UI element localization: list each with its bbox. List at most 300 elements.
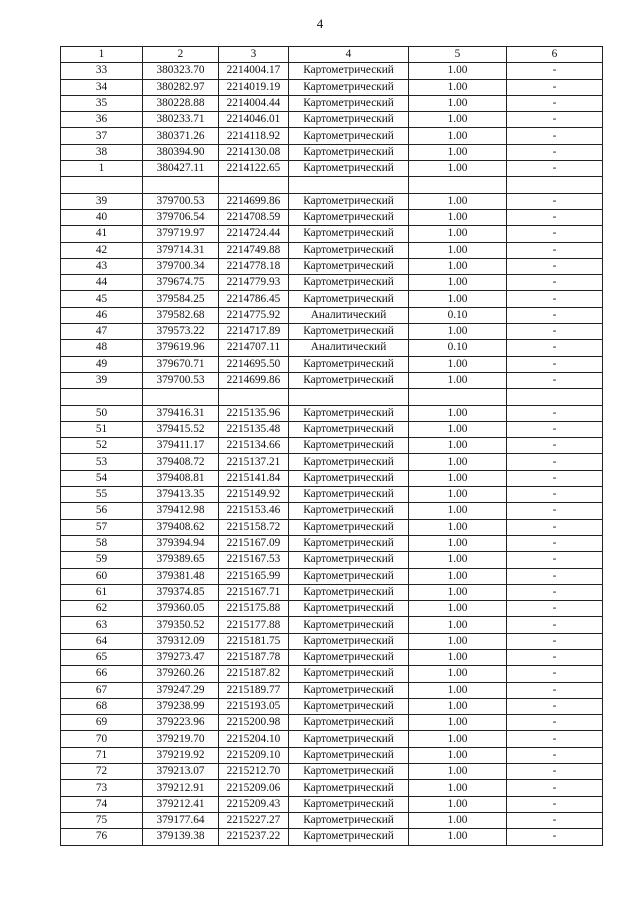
table-cell: 2215193.05: [219, 698, 289, 714]
table-cell: -: [507, 193, 603, 209]
table-cell: 379416.31: [143, 405, 219, 421]
table-cell: -: [507, 649, 603, 665]
table-row: [61, 161, 603, 177]
table-row: [61, 372, 603, 388]
table-row: [61, 258, 603, 274]
table-row: [61, 421, 603, 437]
table-cell: Картометрический: [289, 487, 409, 503]
table-cell: 379213.07: [143, 764, 219, 780]
table-cell: 2215200.98: [219, 715, 289, 731]
table-cell: Картометрический: [289, 372, 409, 388]
table-row: [61, 617, 603, 633]
header-cell: 3: [219, 47, 289, 63]
table-cell: 74: [61, 796, 143, 812]
table-cell: -: [507, 633, 603, 649]
table-cell: 379394.94: [143, 535, 219, 551]
table-cell: 40: [61, 209, 143, 225]
table-cell: Картометрический: [289, 584, 409, 600]
table-cell: 379312.09: [143, 633, 219, 649]
table-cell: [143, 389, 219, 405]
table-cell: Картометрический: [289, 519, 409, 535]
table-cell: 75: [61, 812, 143, 828]
table-cell: -: [507, 764, 603, 780]
table-cell: -: [507, 275, 603, 291]
table-cell: 56: [61, 503, 143, 519]
table-cell: Картометрический: [289, 829, 409, 845]
table-cell: 45: [61, 291, 143, 307]
table-cell: -: [507, 780, 603, 796]
table-cell: Картометрический: [289, 633, 409, 649]
table-cell: 1.00: [409, 796, 507, 812]
table-cell: 2215209.10: [219, 747, 289, 763]
table-cell: 1.00: [409, 144, 507, 160]
table-cell: 68: [61, 698, 143, 714]
table-cell: -: [507, 617, 603, 633]
table-cell: 2215187.78: [219, 649, 289, 665]
table-cell: 379714.31: [143, 242, 219, 258]
table-cell: 379223.96: [143, 715, 219, 731]
table-cell: 1.00: [409, 128, 507, 144]
table-cell: Картометрический: [289, 747, 409, 763]
table-cell: 1.00: [409, 682, 507, 698]
table-cell: -: [507, 405, 603, 421]
table-cell: 379408.81: [143, 470, 219, 486]
table-cell: 379700.34: [143, 258, 219, 274]
table-cell: 379408.62: [143, 519, 219, 535]
table-row: [61, 487, 603, 503]
table-row: [61, 796, 603, 812]
table-cell: Картометрический: [289, 161, 409, 177]
table-cell: 2214724.44: [219, 226, 289, 242]
header-cell: 1: [61, 47, 143, 63]
table-row: [61, 666, 603, 682]
table-cell: -: [507, 372, 603, 388]
table-cell: 63: [61, 617, 143, 633]
table-cell: 379582.68: [143, 307, 219, 323]
table-cell: Картометрический: [289, 780, 409, 796]
table-header: [61, 47, 603, 63]
table-cell: 2215158.72: [219, 519, 289, 535]
table-cell: 379389.65: [143, 552, 219, 568]
table-cell: 1.00: [409, 63, 507, 79]
table-cell: 2215237.22: [219, 829, 289, 845]
page-number: 4: [316, 16, 324, 31]
table-row: [61, 780, 603, 796]
table-cell: 380371.26: [143, 128, 219, 144]
table-cell: -: [507, 552, 603, 568]
table-cell: 379212.41: [143, 796, 219, 812]
table-cell: 44: [61, 275, 143, 291]
table-cell: -: [507, 519, 603, 535]
table-row: [61, 747, 603, 763]
table-cell: 1.00: [409, 503, 507, 519]
table-cell: 2214708.59: [219, 209, 289, 225]
table-cell: 1.00: [409, 112, 507, 128]
table-cell: Картометрический: [289, 356, 409, 372]
table-cell: 380323.70: [143, 63, 219, 79]
table-row: [61, 324, 603, 340]
table-cell: 1.00: [409, 275, 507, 291]
header-cell: 5: [409, 47, 507, 63]
table-cell: Картометрический: [289, 812, 409, 828]
table-row: [61, 438, 603, 454]
table-cell: Картометрический: [289, 764, 409, 780]
table-row: [61, 731, 603, 747]
table-cell: Картометрический: [289, 258, 409, 274]
table-cell: Картометрический: [289, 324, 409, 340]
header-cell: 4: [289, 47, 409, 63]
table-cell: 1.00: [409, 291, 507, 307]
table-cell: 380282.97: [143, 79, 219, 95]
table-cell: 1.00: [409, 649, 507, 665]
table-cell: 379573.22: [143, 324, 219, 340]
table-cell: 379350.52: [143, 617, 219, 633]
table-cell: 65: [61, 649, 143, 665]
table-cell: Картометрический: [289, 421, 409, 437]
table-cell: 2215177.88: [219, 617, 289, 633]
table-cell: -: [507, 161, 603, 177]
table-cell: 2214778.18: [219, 258, 289, 274]
table-cell: Картометрический: [289, 601, 409, 617]
table-cell: 1.00: [409, 421, 507, 437]
table-row: [61, 79, 603, 95]
table-row: [61, 649, 603, 665]
table-cell: 1.00: [409, 617, 507, 633]
table-cell: 1.00: [409, 356, 507, 372]
table-cell: [61, 177, 143, 193]
table-row: [61, 209, 603, 225]
table-cell: 58: [61, 535, 143, 551]
table-cell: Картометрический: [289, 95, 409, 111]
table-cell: 379374.85: [143, 584, 219, 600]
table-cell: Картометрический: [289, 682, 409, 698]
table-cell: 379360.05: [143, 601, 219, 617]
table-cell: 2215135.96: [219, 405, 289, 421]
table-cell: Картометрический: [289, 731, 409, 747]
table-cell: 380233.71: [143, 112, 219, 128]
table-row: [61, 829, 603, 845]
table-cell: -: [507, 258, 603, 274]
table-cell: 2215149.92: [219, 487, 289, 503]
table-row: [61, 535, 603, 551]
table-cell: [409, 177, 507, 193]
table-row: [61, 356, 603, 372]
table-cell: Картометрический: [289, 291, 409, 307]
table-cell: [219, 177, 289, 193]
table-cell: 379247.29: [143, 682, 219, 698]
table-cell: Картометрический: [289, 275, 409, 291]
table-cell: 43: [61, 258, 143, 274]
table-cell: 2215167.71: [219, 584, 289, 600]
table-cell: -: [507, 698, 603, 714]
table-cell: 1.00: [409, 666, 507, 682]
table-cell: Картометрический: [289, 698, 409, 714]
table-cell: 1.00: [409, 584, 507, 600]
table-cell: -: [507, 144, 603, 160]
table-cell: Картометрический: [289, 568, 409, 584]
table-cell: Картометрический: [289, 405, 409, 421]
table-cell: -: [507, 601, 603, 617]
table-cell: 1.00: [409, 487, 507, 503]
table-cell: -: [507, 470, 603, 486]
table-cell: Картометрический: [289, 666, 409, 682]
table-cell: 33: [61, 63, 143, 79]
header-cell: 6: [507, 47, 603, 63]
table-cell: -: [507, 666, 603, 682]
table-cell: 2215212.70: [219, 764, 289, 780]
table-cell: 379412.98: [143, 503, 219, 519]
table-cell: -: [507, 324, 603, 340]
table-cell: 67: [61, 682, 143, 698]
table-cell: 2214707.11: [219, 340, 289, 356]
table-cell: 1.00: [409, 226, 507, 242]
table-cell: 2215189.77: [219, 682, 289, 698]
table-row: [61, 405, 603, 421]
table-cell: 379273.47: [143, 649, 219, 665]
table-row: [61, 95, 603, 111]
table-cell: 379584.25: [143, 291, 219, 307]
table-cell: -: [507, 584, 603, 600]
table-row: [61, 389, 603, 405]
table-cell: 1.00: [409, 780, 507, 796]
table-cell: 2215227.27: [219, 812, 289, 828]
table-row: [61, 340, 603, 356]
table-cell: 1.00: [409, 812, 507, 828]
table-cell: -: [507, 454, 603, 470]
table-cell: -: [507, 209, 603, 225]
table-cell: 379415.52: [143, 421, 219, 437]
table-cell: 1.00: [409, 242, 507, 258]
table-cell: 1.00: [409, 209, 507, 225]
table-cell: 2215175.88: [219, 601, 289, 617]
table-cell: 1: [61, 161, 143, 177]
table-row: [61, 568, 603, 584]
table-cell: -: [507, 829, 603, 845]
table-cell: 2214122.65: [219, 161, 289, 177]
table-cell: 379219.92: [143, 747, 219, 763]
table-cell: 76: [61, 829, 143, 845]
table-cell: Картометрический: [289, 617, 409, 633]
table-row: [61, 307, 603, 323]
table-cell: 46: [61, 307, 143, 323]
table-cell: 1.00: [409, 535, 507, 551]
table-cell: -: [507, 307, 603, 323]
table-cell: 60: [61, 568, 143, 584]
table-cell: 62: [61, 601, 143, 617]
table-cell: 71: [61, 747, 143, 763]
table-cell: 379219.70: [143, 731, 219, 747]
table-cell: 1.00: [409, 568, 507, 584]
table-cell: Аналитический: [289, 340, 409, 356]
table-cell: 379619.96: [143, 340, 219, 356]
table-cell: 1.00: [409, 258, 507, 274]
table-cell: 380228.88: [143, 95, 219, 111]
table-cell: 379139.38: [143, 829, 219, 845]
table-row: [61, 454, 603, 470]
table-cell: 379238.99: [143, 698, 219, 714]
table-cell: Аналитический: [289, 307, 409, 323]
table-cell: 59: [61, 552, 143, 568]
table-cell: 41: [61, 226, 143, 242]
table-row: [61, 552, 603, 568]
table-cell: 2214699.86: [219, 193, 289, 209]
table-cell: Картометрический: [289, 552, 409, 568]
table-cell: -: [507, 356, 603, 372]
table-row: [61, 275, 603, 291]
header-cell: 2: [143, 47, 219, 63]
table-cell: 1.00: [409, 405, 507, 421]
table-row: [61, 291, 603, 307]
table-cell: 2215134.66: [219, 438, 289, 454]
table-cell: 35: [61, 95, 143, 111]
table-cell: [143, 177, 219, 193]
table-cell: 1.00: [409, 715, 507, 731]
table-cell: 379706.54: [143, 209, 219, 225]
table-cell: 2214118.92: [219, 128, 289, 144]
table-cell: -: [507, 731, 603, 747]
table-cell: 379411.17: [143, 438, 219, 454]
table-row: [61, 193, 603, 209]
table-cell: 379674.75: [143, 275, 219, 291]
table-cell: 1.00: [409, 438, 507, 454]
table-cell: 2215181.75: [219, 633, 289, 649]
table-cell: 379212.91: [143, 780, 219, 796]
table-cell: 69: [61, 715, 143, 731]
table-cell: 39: [61, 372, 143, 388]
table-row: [61, 682, 603, 698]
table-cell: 1.00: [409, 79, 507, 95]
table-cell: 2215209.06: [219, 780, 289, 796]
table-cell: 379381.48: [143, 568, 219, 584]
table-cell: 2215165.99: [219, 568, 289, 584]
table-cell: [289, 177, 409, 193]
table-cell: 380394.90: [143, 144, 219, 160]
table-cell: 379260.26: [143, 666, 219, 682]
table-row: [61, 112, 603, 128]
table-row: [61, 812, 603, 828]
table-cell: 1.00: [409, 372, 507, 388]
table-cell: 1.00: [409, 698, 507, 714]
table-cell: 1.00: [409, 731, 507, 747]
table-cell: Картометрический: [289, 226, 409, 242]
table-cell: 2215167.53: [219, 552, 289, 568]
table-cell: 1.00: [409, 161, 507, 177]
table-cell: Картометрический: [289, 470, 409, 486]
table-cell: 1.00: [409, 95, 507, 111]
table-cell: Картометрический: [289, 715, 409, 731]
table-cell: -: [507, 291, 603, 307]
table-cell: Картометрический: [289, 649, 409, 665]
table-cell: 2215209.43: [219, 796, 289, 812]
coordinates-table: [60, 46, 603, 846]
table-cell: Картометрический: [289, 535, 409, 551]
table-cell: 1.00: [409, 454, 507, 470]
table-cell: 55: [61, 487, 143, 503]
table-cell: Картометрический: [289, 63, 409, 79]
table-cell: 2215137.21: [219, 454, 289, 470]
table-row: [61, 226, 603, 242]
table-cell: 2214046.01: [219, 112, 289, 128]
table-cell: -: [507, 79, 603, 95]
table-cell: 1.00: [409, 829, 507, 845]
table-row: [61, 177, 603, 193]
table-cell: 1.00: [409, 519, 507, 535]
table-cell: 2215167.09: [219, 535, 289, 551]
table-cell: Картометрический: [289, 796, 409, 812]
table-cell: 2214775.92: [219, 307, 289, 323]
table-cell: Картометрический: [289, 454, 409, 470]
table-cell: 57: [61, 519, 143, 535]
table-cell: 2214699.86: [219, 372, 289, 388]
table-cell: 39: [61, 193, 143, 209]
table-cell: [507, 177, 603, 193]
table-cell: 1.00: [409, 601, 507, 617]
table-cell: -: [507, 812, 603, 828]
table-cell: 2214004.44: [219, 95, 289, 111]
table-row: [61, 144, 603, 160]
table-cell: -: [507, 63, 603, 79]
table-cell: 72: [61, 764, 143, 780]
table-cell: 2215135.48: [219, 421, 289, 437]
table-row: [61, 633, 603, 649]
table-cell: Картометрический: [289, 438, 409, 454]
table-row: [61, 601, 603, 617]
table-cell: 52: [61, 438, 143, 454]
table-row: [61, 503, 603, 519]
table-cell: -: [507, 503, 603, 519]
table-cell: Картометрический: [289, 128, 409, 144]
table-cell: 2214749.88: [219, 242, 289, 258]
table-cell: 380427.11: [143, 161, 219, 177]
table-cell: 379719.97: [143, 226, 219, 242]
table-cell: 73: [61, 780, 143, 796]
table-cell: -: [507, 242, 603, 258]
table-cell: 54: [61, 470, 143, 486]
table-cell: 70: [61, 731, 143, 747]
table-cell: 1.00: [409, 193, 507, 209]
table-cell: 379700.53: [143, 372, 219, 388]
table-cell: Картометрический: [289, 112, 409, 128]
table-row: [61, 584, 603, 600]
table-cell: 379700.53: [143, 193, 219, 209]
table-cell: 66: [61, 666, 143, 682]
table-cell: 379670.71: [143, 356, 219, 372]
table-row: [61, 519, 603, 535]
table-cell: [409, 389, 507, 405]
table-cell: 379177.64: [143, 812, 219, 828]
table-cell: -: [507, 487, 603, 503]
table-cell: 2214695.50: [219, 356, 289, 372]
table-cell: 1.00: [409, 470, 507, 486]
table-cell: 47: [61, 324, 143, 340]
table-cell: [507, 389, 603, 405]
table-cell: 36: [61, 112, 143, 128]
table-cell: -: [507, 226, 603, 242]
table-cell: 53: [61, 454, 143, 470]
table-cell: -: [507, 112, 603, 128]
table-cell: 49: [61, 356, 143, 372]
table-cell: 51: [61, 421, 143, 437]
table-row: [61, 715, 603, 731]
table-cell: -: [507, 568, 603, 584]
table-cell: 2215153.46: [219, 503, 289, 519]
table-cell: 379413.35: [143, 487, 219, 503]
table-cell: -: [507, 340, 603, 356]
table-cell: Картометрический: [289, 503, 409, 519]
table-cell: 2214019.19: [219, 79, 289, 95]
table-cell: -: [507, 682, 603, 698]
table-cell: 34: [61, 79, 143, 95]
